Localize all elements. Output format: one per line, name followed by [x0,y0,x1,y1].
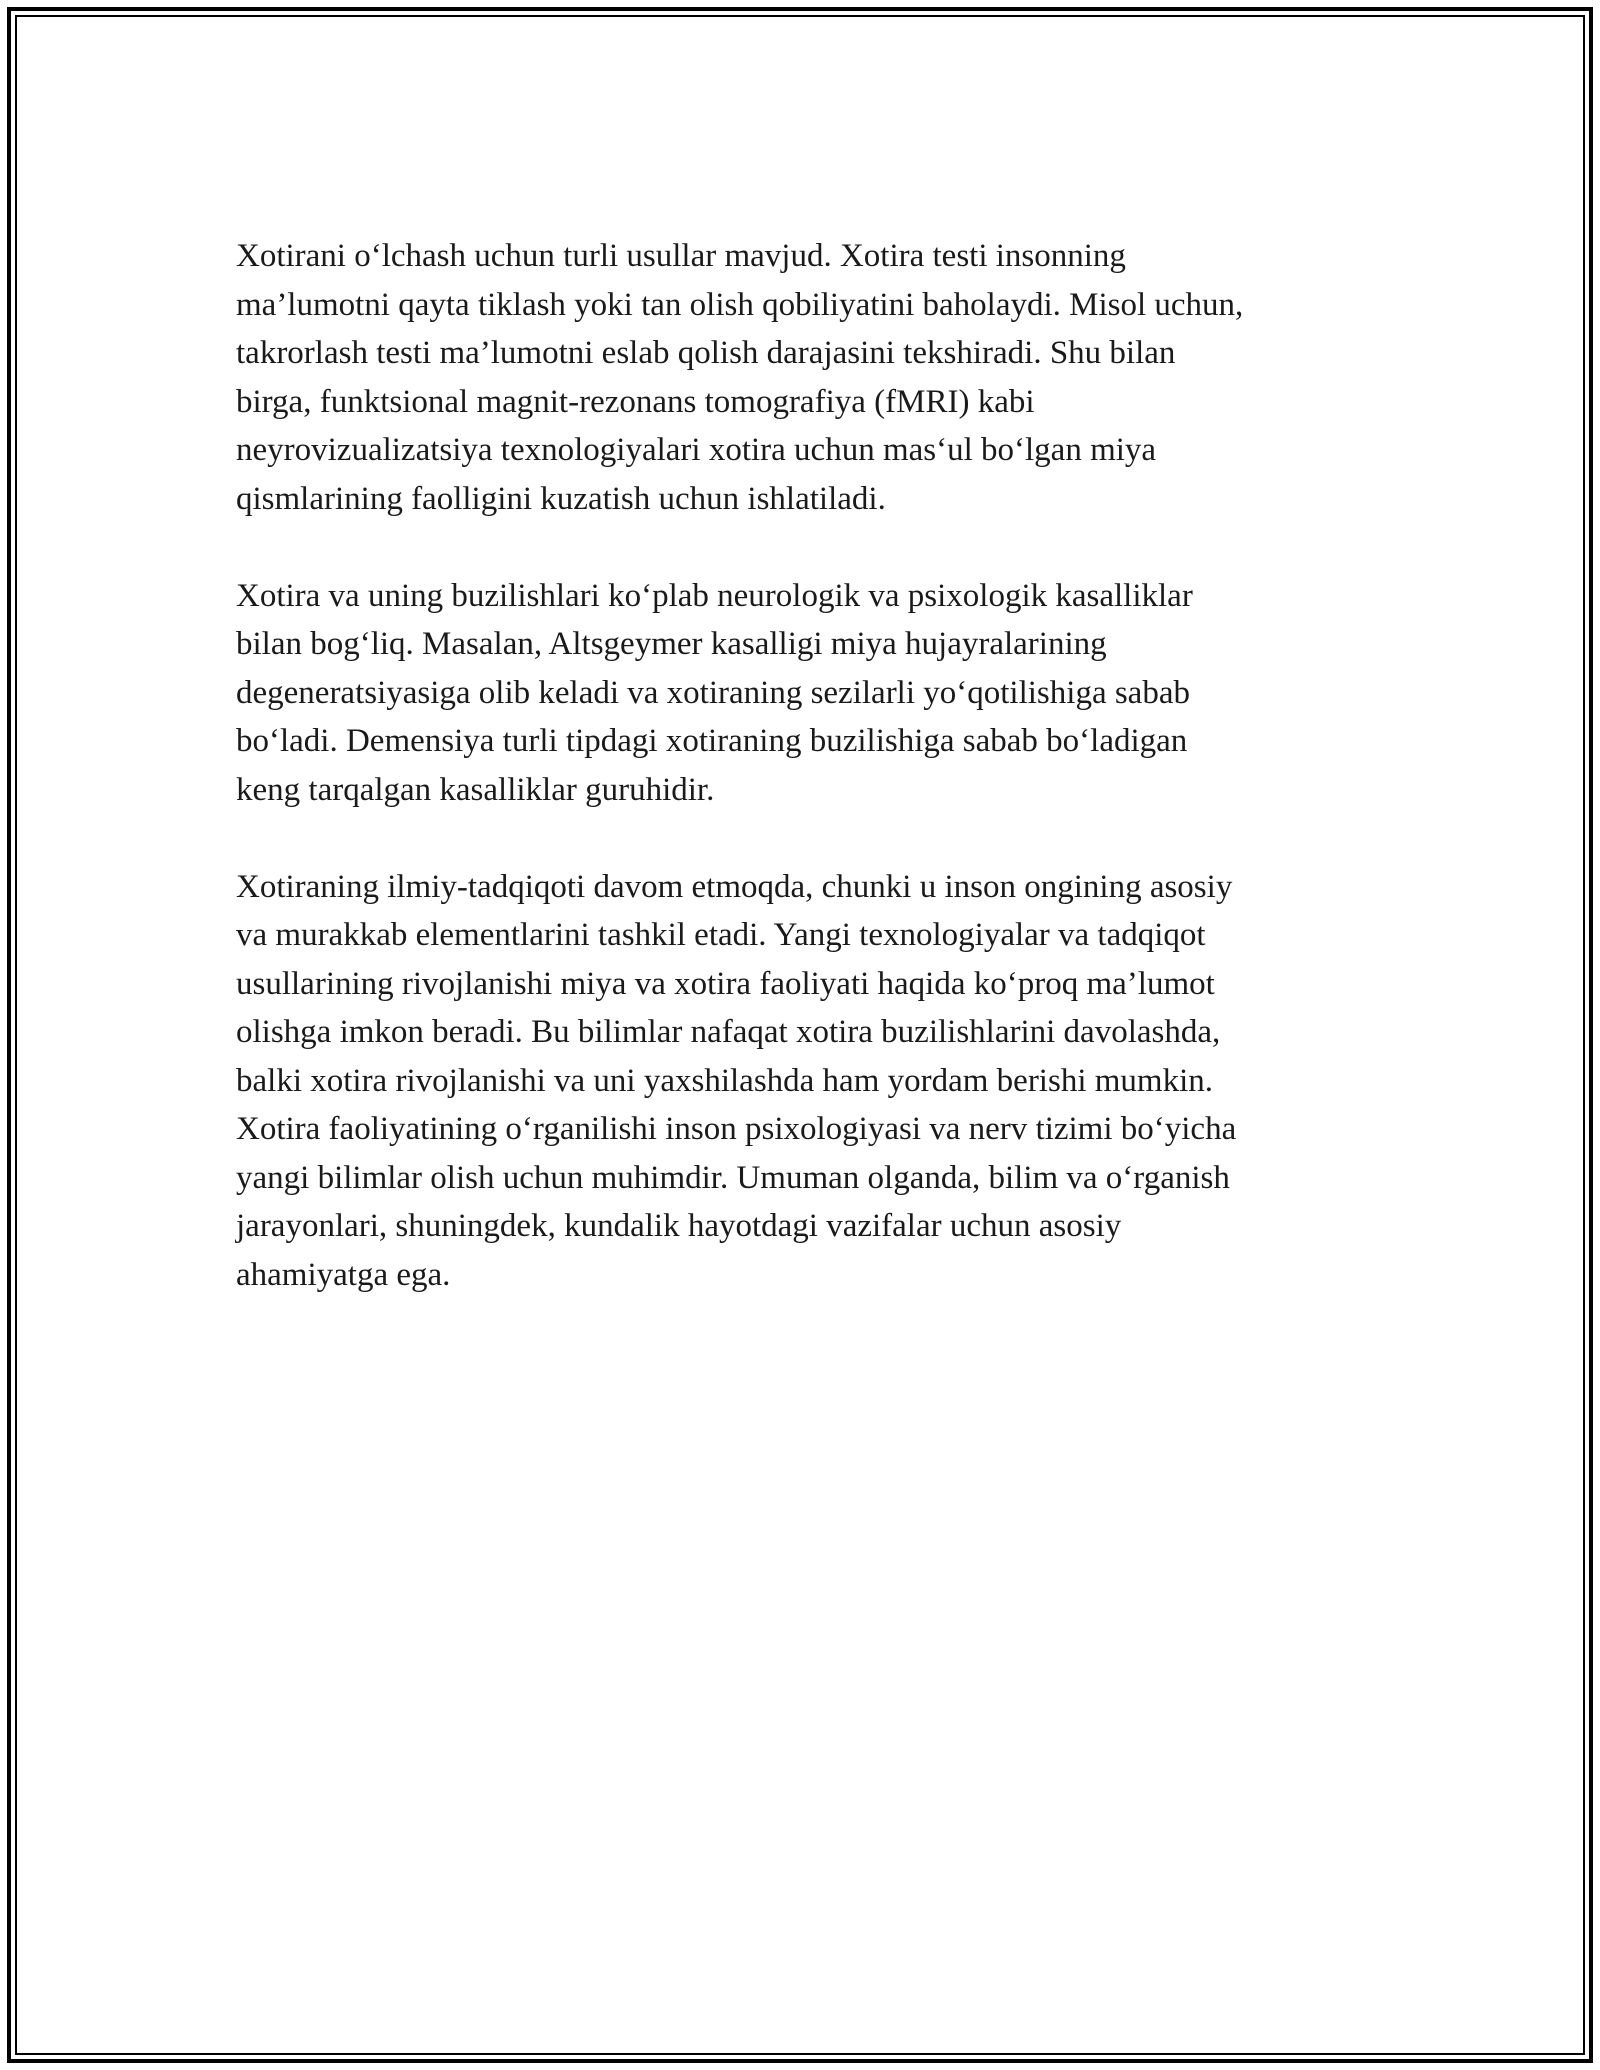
text-line: bo‘ladi. Demensiya turli tipdagi xotiraning buzilishiga sabab bo‘ladigan [236,723,1188,759]
text-line: ma’lumotni qayta tiklash yoki tan olish qobiliyatini baholaydi. Misol uchun, [236,286,1244,323]
document-body [236,232,1376,1348]
text-line: qismlarining faolligini kuzatish uchun ishlatiladi. [236,480,886,517]
text-line: neyrovizualizatsiya texnologiyalari xotira uchun mas‘ul bo‘lgan miya [236,432,1157,468]
text-line: keng tarqalgan kasalliklar guruhidir. [236,771,715,808]
text-line: Xotira faoliyatining o‘rganilishi inson psixologiyasi va nerv tizimi bo‘yicha [236,1111,1237,1147]
text-line: bilan bog‘liq. Masalan, Altsgeymer kasalligi miya hujayralarining [236,626,1107,662]
text-line: yangi bilimlar olish uchun muhimdir. Umuman olganda, bilim va o‘rganish [236,1159,1230,1196]
text-line: takrorlash testi ma’lumotni eslab qolish darajasini tekshiradi. Shu bilan [236,335,1176,371]
paragraph-3 [236,863,1376,1300]
text-line: Xotira va uning buzilishlari ko‘plab neurologik va psixologik kasalliklar [236,577,1193,614]
text-line: balki xotira rivojlanishi va uni yaxshilashda ham yordam berishi mumkin. [236,1062,1213,1099]
text-line: Xotiraning ilmiy-tadqiqoti davom etmoqda, chunki u inson ongining asosiy [236,868,1233,905]
text-line: degeneratsiyasiga olib keladi va xotiraning sezilarli yo‘qotilishiga sabab [236,674,1190,711]
text-line: birga, funktsional magnit-rezonans tomografiya (fMRI) kabi [236,383,1035,420]
text-line: va murakkab elementlarini tashkil etadi. Yangi texnologiyalar va tadqiqot [236,917,1206,953]
text-line: ahamiyatga ega. [236,1256,451,1293]
text-line: olishga imkon beradi. Bu bilimlar nafaqat xotira buzilishlarini davolashda, [236,1014,1221,1050]
text-line: usullarining rivojlanishi miya va xotira faoliyati haqida ko‘proq ma’lumot [236,965,1215,1002]
text-line: Xotirani o‘lchash uchun turli usullar mavjud. Xotira testi insonning [236,238,1126,274]
paragraph-1 [236,232,1376,523]
text-line: jarayonlari, shuningdek, kundalik hayotdagi vazifalar uchun asosiy [236,1208,1122,1244]
paragraph-2 [236,572,1376,815]
